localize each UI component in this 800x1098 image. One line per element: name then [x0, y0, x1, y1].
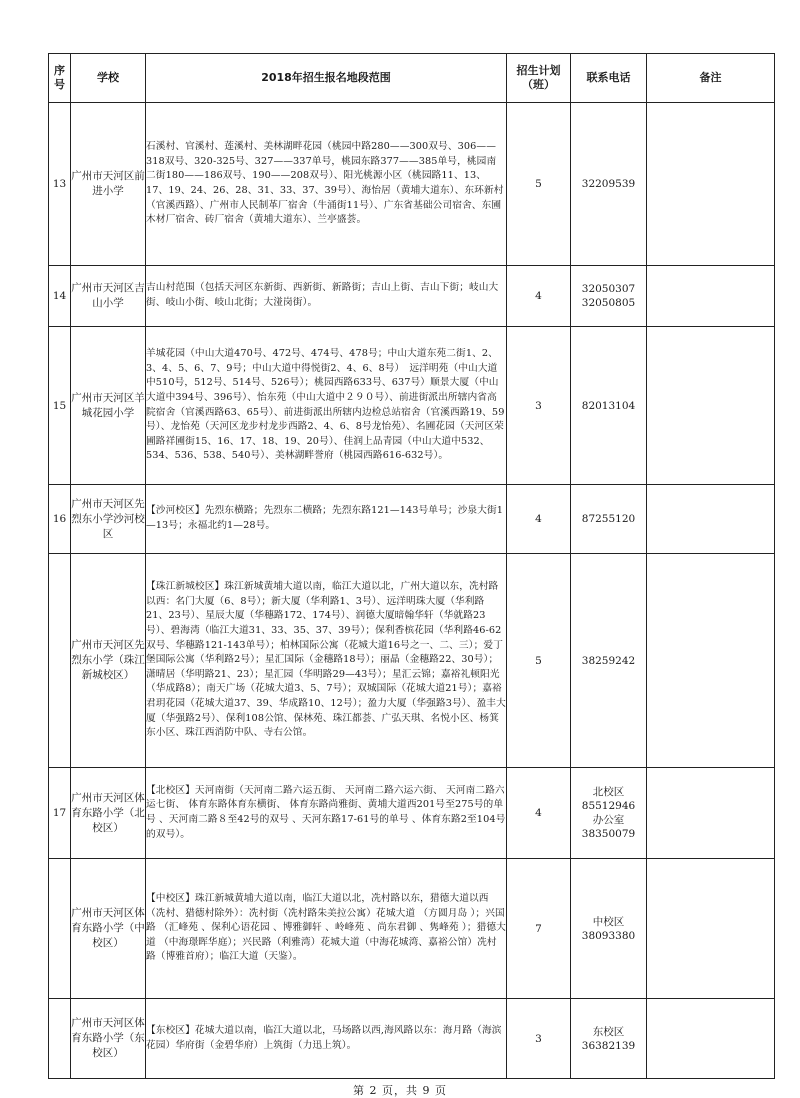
- remark-cell: [647, 999, 775, 1079]
- plan-count: 4: [507, 768, 571, 859]
- school-name: 广州市天河区羊城花园小学: [71, 327, 146, 485]
- row-number: 15: [49, 327, 71, 485]
- phone-label: 办公室: [592, 814, 625, 826]
- phone-cell: [571, 485, 647, 554]
- scope-text: 【东校区】花城大道以南，临江大道以北，马场路以西,海风路以东：海月路（海滨花园）华府街（金碧华府）上筑街（力迅上筑）。: [146, 999, 507, 1079]
- scope-text: 【沙河校区】先烈东横路；先烈东二横路；先烈东路121—143号单号；沙泉大街1—13号；永福北约1—28号。: [146, 485, 507, 554]
- plan-count: 4: [507, 266, 571, 327]
- row-number: [49, 554, 71, 768]
- row-number: [49, 859, 71, 999]
- school-name: 广州市天河区先烈东小学沙河校区: [71, 485, 146, 554]
- enrollment-table: [48, 53, 775, 1079]
- plan-count: 5: [507, 554, 571, 768]
- remark-cell: [647, 266, 775, 327]
- scope-text: 吉山村范围（包括天河区东新街、西新街、新路街；吉山上街、吉山下街；岐山大街、岐山小街、岐山北街；大湴岗街）。: [146, 266, 507, 327]
- row-number: 17: [49, 768, 71, 859]
- remark-cell: [647, 103, 775, 266]
- school-name: 广州市天河区体育东路小学（中校区）: [71, 859, 146, 999]
- table-row: [49, 103, 775, 266]
- school-name: 广州市天河区先烈东小学（珠江新城校区）: [71, 554, 146, 768]
- phone-cell: [571, 266, 647, 327]
- table-row: [49, 999, 775, 1079]
- phone-label: 中校区: [592, 915, 625, 928]
- school-name: 广州市天河区前进小学: [71, 103, 146, 266]
- phone-number: 82013104: [581, 399, 636, 412]
- remark-cell: [647, 485, 775, 554]
- header-remark: 备注: [647, 54, 775, 103]
- phone-cell: [571, 999, 647, 1079]
- header-school: 学校: [71, 54, 146, 103]
- table-row: [49, 859, 775, 999]
- phone-cell: [571, 554, 647, 768]
- phone-number: 38350079: [581, 828, 636, 840]
- scope-text: 【中校区】珠江新城黄埔大道以南，临江大道以北，冼村路以东，猎德大道以西（冼村、猎德村除外）：冼村街（冼村路朱美拉公寓）花城大道 （方圆月岛 ）；兴国路 （汇峰苑 、保利心语花园 、博雅御轩 、岭峰苑 、尚东君御 、隽峰苑 ）；猎德大道 （中海璟晖华庭）；兴民路（利雅湾）花城大道（中海花城湾、嘉裕公馆）冼村路（博雅首府）；临江大道（天鉴）。: [146, 859, 507, 999]
- remark-cell: [647, 554, 775, 768]
- phone-number: 32050805: [581, 297, 636, 309]
- header-phone: 联系电话: [571, 54, 647, 103]
- remark-cell: [647, 327, 775, 485]
- phone-number: 32050307: [581, 283, 636, 295]
- header-plan: 招生计划（班）: [507, 54, 571, 103]
- scope-text: 【北校区】天河南街（天河南二路六运五街、 天河南二路六运六街、 天河南二路六运七街、 体育东路体育东横街、 体育东路尚雅街、黄埔大道西201号至275号的单号 、天河南二路８至42号的双号 、天河东路17-61号的单号 、体育东路2至104号的双号）。: [146, 768, 507, 859]
- phone-number: 85512946: [581, 800, 636, 812]
- phone-cell: [571, 768, 647, 859]
- table-row: [49, 485, 775, 554]
- phone-number: 32209539: [581, 178, 636, 190]
- phone-number: 87255120: [581, 513, 636, 525]
- plan-count: 4: [507, 485, 571, 554]
- table-row: [49, 768, 775, 859]
- plan-count: 7: [507, 859, 571, 999]
- row-number: 13: [49, 103, 71, 266]
- plan-count: 5: [507, 103, 571, 266]
- row-number: 16: [49, 485, 71, 554]
- header-no: 序号: [49, 54, 71, 103]
- table-row: [49, 327, 775, 485]
- phone-label: 东校区: [592, 1025, 625, 1038]
- phone-number: 38093380: [581, 929, 636, 942]
- phone-number: 38259242: [581, 654, 636, 667]
- table-row: [49, 266, 775, 327]
- row-number: [49, 999, 71, 1079]
- remark-cell: [647, 768, 775, 859]
- remark-cell: [647, 859, 775, 999]
- header-scope: 2018年招生报名地段范围: [146, 54, 507, 103]
- school-name: 广州市天河区吉山小学: [71, 266, 146, 327]
- plan-count: 3: [507, 327, 571, 485]
- phone-label: 北校区: [592, 786, 625, 798]
- page-footer: 第 2 页，共 9 页: [353, 1084, 447, 1097]
- phone-cell: [571, 327, 647, 485]
- row-number: 14: [49, 266, 71, 327]
- school-name: 广州市天河区体育东路小学（北校区）: [71, 768, 146, 859]
- scope-text: 【珠江新城校区】珠江新城黄埔大道以南，临江大道以北，广州大道以东，冼村路以西：名门大厦（6、8号）；新大厦（华利路1、3号）、远洋明珠大厦（华利路21、23号）、星辰大厦（华穗路172、174号）、润德大厦暗翰华轩（华就路23号）、碧海湾（临江大道31、33、35、37、39号）；保利香槟花园（华利路46-62双号、华穗路121-143单号）；柏林国际公寓（花城大道16号之一、二、三）；爱丁堡国际公寓（华利路2号）；星汇国际（金穗路18号）；丽晶（金穗路22、30号）；潇晴居（华明路21、23）；星汇园（华明路29—43号）；星汇云锦；嘉裕礼顿阳光（华成路8）；南天广场（花城大道3、5、7号）；双城国际（花城大道21号）；嘉裕君玥花园（花城大道37、39、华成路10、12号）；盈力大厦（华强路3号）、盈丰大厦（华强路2号）、保利108公馆、保林苑、珠江都荟、广弘天琪、名悦小区、杨箕东小区、珠江西消防中队、寺右公馆。: [146, 554, 507, 768]
- scope-text: 石溪村、官溪村、莲溪村、美林湖畔花园（桃园中路280——300双号、306——318双号、320-325号、327——337单号，桃园东路377——385单号，桃园南二街180——186双号、190——208双号）、阳光桃源小区（桃园路11、13、17、19、24、26、28、31、33、37、39号）、海怡居（黄埔大道东）、东环新村（官溪西路）、广州市人民制革厂宿舍（牛涌街11号）、广东省基础公司宿舍、东圃木材厂宿舍、砖厂宿舍（黄埔大道东）、兰亭盛荟。: [146, 103, 507, 266]
- phone-cell: [571, 859, 647, 999]
- table-header-row: [49, 54, 775, 103]
- scope-text: 羊城花园（中山大道470号、472号、474号、478号；中山大道东苑二街1、2、3、4、5、6、7、9号；中山大道中得悦街2、4、6、8号） 远洋明苑（中山大道中510号，512号、514号、526号）；桃园西路633号、637号）顺景大厦（中山大道中394号、396号）、怡东苑（中山大道中２９０号）、前进街派出所辖内省高院宿舍（官溪西路63、65号）、前进街派出所辖内边检总站宿舍（官溪西路19、59号）、龙怡苑（天河区龙步村龙步西路2、4、6、8号龙怡苑）、名圃花园（天河区荣圃路祥圃街15、16、17、18、19、20号）、佳润上品青园（中山大道中532、534、536、538、540号）、美林湖畔誉府（桃园西路616-632号）。: [146, 327, 507, 485]
- phone-number: 36382139: [581, 1039, 636, 1052]
- phone-cell: [571, 103, 647, 266]
- school-name: 广州市天河区体育东路小学（东校区）: [71, 999, 146, 1079]
- plan-count: 3: [507, 999, 571, 1079]
- table-row: [49, 554, 775, 768]
